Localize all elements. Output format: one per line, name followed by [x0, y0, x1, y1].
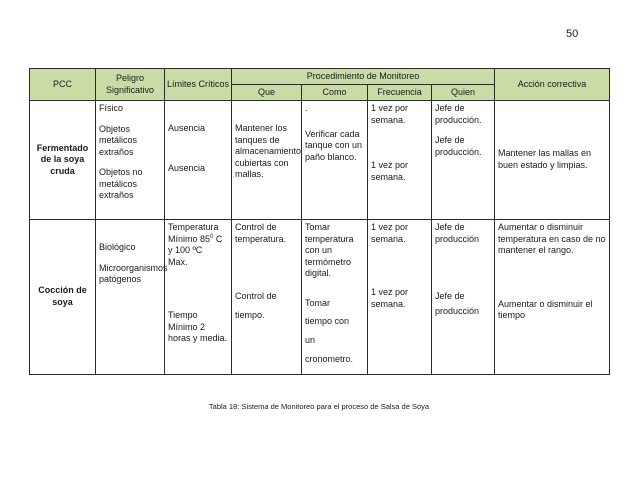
accion-text: Aumentar o disminuir temperatura en caso de no mantener el rango.	[498, 222, 606, 256]
como-cell	[302, 101, 368, 220]
monitoring-table	[29, 68, 610, 375]
header-frecuencia: Frecuencia	[368, 85, 432, 101]
quien-cell	[432, 220, 495, 375]
como-text: Verificar cada tanque con un paño blanco.	[305, 128, 363, 162]
peligro-item: Físico	[99, 103, 124, 113]
que-text: Mantener los tanques de almacenamiento cubiertas con mallas.	[235, 123, 302, 180]
peligro-item: Biológico	[99, 242, 136, 252]
limites-cell	[165, 101, 232, 220]
header-limites: Límites Críticos	[165, 69, 232, 101]
limite-temp-max: y 100 ºC	[168, 245, 203, 256]
header-accion: Acción correctiva	[495, 69, 610, 101]
como-cell	[302, 220, 368, 375]
table-row	[30, 101, 610, 220]
que-text: Control de tiempo.	[235, 291, 277, 320]
frecuencia-item: 1 vez por semana.	[371, 160, 409, 182]
frecuencia-item: 1 vez por semana.	[371, 287, 409, 309]
frecuencia-cell	[368, 101, 432, 220]
table-caption: Tabla 18: Sistema de Monitoreo para el proceso de Salsa de Soya	[208, 402, 430, 411]
como-text: cronometro.	[305, 354, 354, 365]
quien-item: Jefe de producción.	[435, 135, 482, 157]
que-cell	[232, 220, 302, 375]
limite-item: Ausencia	[168, 162, 206, 173]
header-peligro: Peligro Significativo	[96, 69, 165, 101]
como-text: tiempo con	[305, 316, 350, 327]
como-text: un	[305, 335, 316, 346]
limites-cell	[165, 220, 232, 375]
peligro-item: Microorganismos patógenos	[99, 262, 168, 285]
frecuencia-item: 1 vez por semana.	[371, 222, 409, 244]
accion-cell: Mantener las mallas en buen estado y limpias.	[495, 101, 610, 220]
limite-tiempo: Tiempo Mínimo 2 horas y media.	[168, 310, 228, 344]
accion-text: Aumentar o disminuir el tiempo	[498, 298, 593, 321]
header-que: Que	[232, 85, 302, 101]
peligro-cell	[96, 220, 168, 375]
peligro-item: Objetos no metálicos extraños	[99, 167, 143, 201]
header-como: Como	[302, 85, 368, 101]
header-row	[30, 69, 610, 85]
limite-temp-max-label: Max.	[168, 256, 188, 267]
que-cell	[232, 101, 302, 220]
pcc-cell: Fermentado de la soya cruda	[30, 101, 96, 220]
quien-item: Jefe de producción	[435, 222, 480, 244]
header-procedimiento: Procedimiento de Monitoreo	[232, 69, 495, 85]
page-number: 50	[566, 28, 579, 40]
como-text: Tomar	[305, 297, 331, 308]
frecuencia-item: 1 vez por semana.	[371, 103, 409, 125]
que-text: Control de temperatura.	[235, 222, 287, 244]
accion-cell	[495, 220, 610, 375]
quien-item: producción	[435, 305, 480, 316]
pcc-cell: Cocción de soya	[30, 220, 96, 375]
table-row	[30, 220, 610, 375]
quien-cell	[432, 101, 495, 220]
header-quien: Quien	[432, 85, 495, 101]
limite-temp-min: Mínimo $85^0$ C	[168, 233, 223, 244]
quien-item: Jefe de producción.	[435, 103, 482, 125]
como-dot: .	[305, 103, 308, 113]
peligro-item: Objetos metálicos extraños	[99, 123, 138, 157]
limite-item: Ausencia	[168, 123, 206, 133]
limite-temp-label: Temperatura	[168, 222, 219, 232]
frecuencia-cell	[368, 220, 432, 375]
como-text: Tomar temperatura con un termómetro digital.	[305, 222, 354, 279]
quien-item: Jefe de	[435, 291, 465, 302]
header-pcc: PCC	[30, 69, 96, 101]
peligro-cell	[96, 101, 165, 220]
